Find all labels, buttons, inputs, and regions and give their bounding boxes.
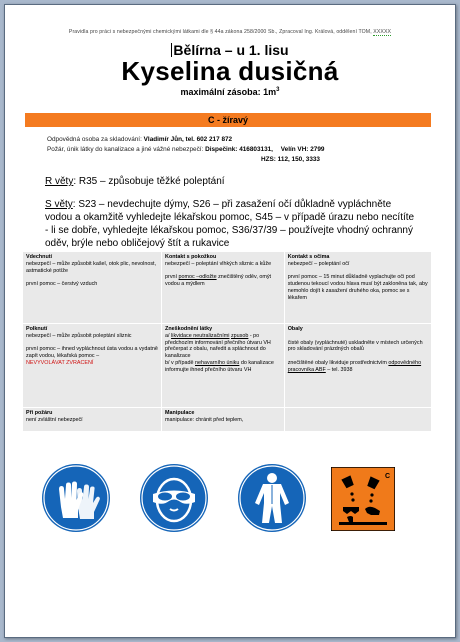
inhalation-cell [23,252,162,324]
skin-aid-c: znečištěný oděv, omýt vodou a mýdlem [165,274,272,288]
packaging-title: Obaly [287,326,303,332]
safety-icons [5,463,455,563]
skin-contact-cell [162,252,285,324]
handling-cell [162,408,285,432]
dispatch-number: Dispečink: 416803131, [205,146,273,153]
packaging-text2c: – tel. 3938 [325,366,353,373]
max-stock-unit: 3 [276,87,280,93]
s-phrases-text: : S23 – nevdechujte dýmy, S26 – při zasažení očí důkladně vypláchněte vodou a okamžitě vyhledejte lékařskou pomoc, S45 – v případě úrazu nebo necítíte - li se dobře, vyhledejte lékařskou pomoc, S36/37/39 – používejte vhodný ochranný oděv, brýle nebo obličejový štít a rukavice [45,199,415,249]
empty-cell [284,408,431,432]
max-stock-text: maximální zásoba: 1m [180,87,277,97]
eye-contact-aid: první pomoc – 15 minut důkladně vyplachujte oči pod studenou tekoucí vodou hlava musí být zakloněna tak, aby nemohlo dojít k zasažení druhého oka, pomoc se s lékařem [287,274,428,301]
goggles-icon [139,463,209,533]
fire-text: není zvláštní nebezpečí [26,416,83,423]
velin-number: Velín VH: 2799 [280,146,325,153]
s-phrases-label: S věty [45,199,73,210]
packaging-text2a: znečištěné obaly likviduje prostřednictvím [287,359,389,366]
skin-aid-b: pomoc –odložte [178,274,217,281]
handling-title: Manipulace [165,410,195,416]
header-note [5,29,455,35]
handling-text: manipulace: chránit před teplem, [165,416,244,423]
eye-contact-text: nebezpečí – poleptání očí [287,260,350,267]
swallowing-cell [23,324,162,408]
inhalation-aid: první pomoc – čerstvý vzduch [26,281,98,288]
fire-title: Při požáru [26,410,53,416]
hzs-line [261,156,320,163]
table-row [23,324,432,408]
gloves-icon [41,463,111,533]
packaging-cell [284,324,431,408]
max-stock [5,87,455,97]
svg-text:C: C [385,473,391,480]
r-phrases-text: : R35 – způsobuje těžké poleptání [73,176,225,187]
neutralization-a5: - po předchozím informování přečního útvaru VH přečerpat z obalu, naředit a spláchnout do kanalizace [165,332,271,360]
safety-table [22,251,432,432]
s-phrases [45,198,417,250]
skin-contact-text: nebezpečí – poleptání vlhkých sliznic a kůže [165,260,272,267]
packaging-text2b: odpovědného pracovníka ABF [287,359,422,373]
document-page [4,4,456,638]
r-phrases-label: R věty [45,176,74,187]
responsible-line [47,136,232,143]
hazard-class-bar: C - žíravý [25,113,431,127]
fire-cell [23,408,162,432]
hzs-numbers: HZS: 112, 150, 3333 [261,156,320,163]
neutralization-b2: nehavarního úniku [195,359,240,366]
leak-label: Požár, únik látky do kanalizace a jiné vážné nebezpečí: [47,146,204,153]
packaging-text: čisté obaly (vypláchnuté) uskladněte v místech určených pro skladování prázdných obalů [287,339,423,353]
swallowing-title: Polknutí [26,326,48,332]
swallowing-aid: první pomoc – ihned vypláchnout ústa vodou a vydatně zapít vodou, lékařská pomoc – [26,346,158,360]
neutralization-b1: b/ v případě [165,359,196,366]
neutralization-cell [162,324,285,408]
location-text: Bělírna – u 1. lisu [173,42,289,58]
table-row [23,408,432,432]
swallowing-warning: NEVYVOLÁVAT ZVRACENÍ [26,359,94,366]
swallowing-text: nebezpečí – může způsobit poleptání sliznic [26,332,132,339]
eye-contact-cell [284,252,431,324]
substance-title: Kyselina dusičná [121,56,339,86]
table-row [23,252,432,324]
header-mark: XXXXX [373,29,392,35]
responsible-value: Vladimír Jůn, tel. 602 217 872 [143,136,233,143]
neutralization-title: Zneškodnění látky [165,326,213,332]
inhalation-text: nebezpečí – může způsobit kašel, otok plic, nevolnost, astmatické potíže [26,260,157,274]
neutralization-a1: a/ [165,332,172,339]
responsible-label: Odpovědná osoba za skladování: [47,136,142,143]
skin-aid-a: první [165,274,179,281]
inhalation-title: Vdechnutí [26,254,53,260]
skin-contact-title: Kontakt s pokožkou [165,254,217,260]
emergency-line [47,146,324,153]
r-phrases [45,176,225,187]
header-note-text: Pravidla pro práci s nebezpečnými chemickými látkami dle § 44a zákona 258/2000 Sb., Zpracoval Ing. Králová, oddělení TOM, [68,29,372,35]
corrosive-hazard-icon [331,467,395,531]
neutralization-a2: likvidace neutralizačními [171,332,230,339]
protective-suit-icon [237,463,307,533]
eye-contact-title: Kontakt s očima [287,254,330,260]
neutralization-a4: zpusob [230,332,249,339]
neutralization-b3: do kanalizace informujte ihned přečního útvaru VH [165,359,274,373]
